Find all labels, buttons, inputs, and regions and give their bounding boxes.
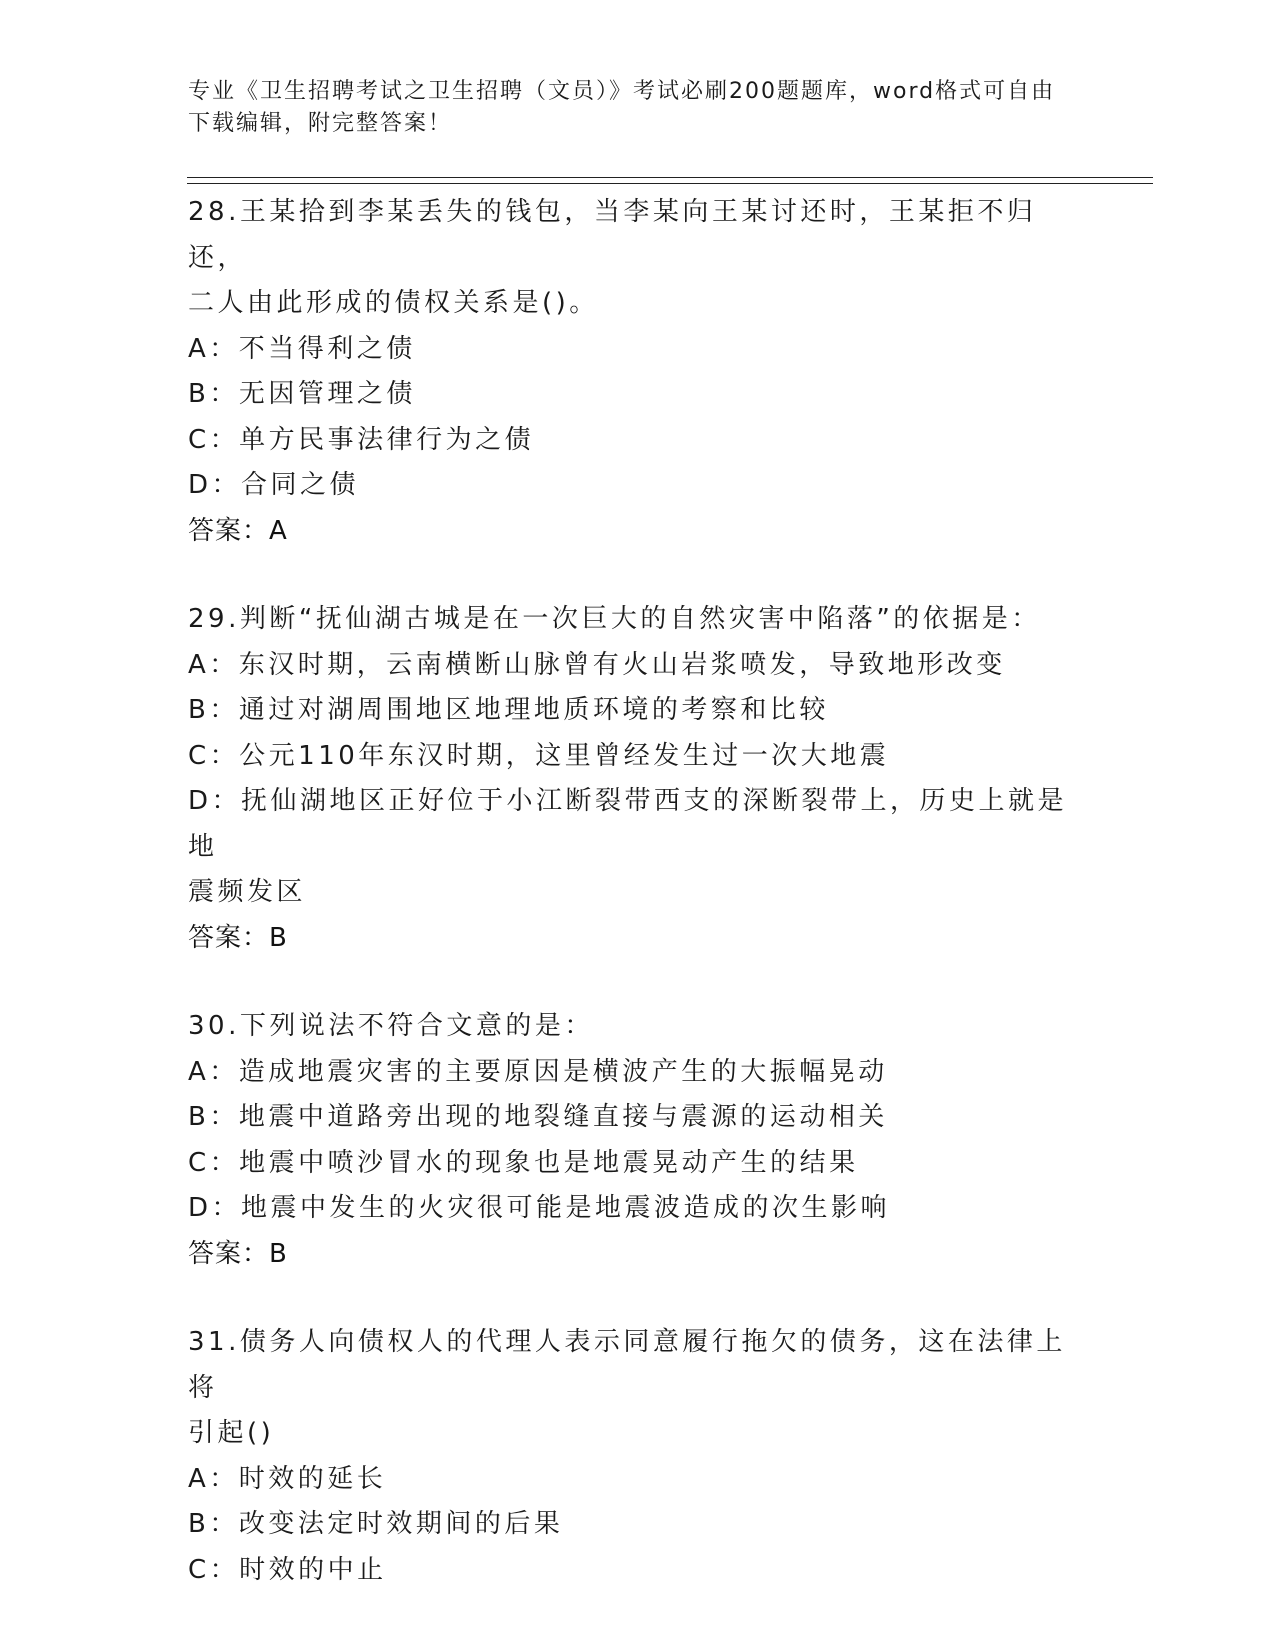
question-30 xyxy=(188,1004,1088,1277)
option-d: D：合同之债 xyxy=(188,470,360,500)
option-d: D：地震中发生的火灾很可能是地震波造成的次生影响 xyxy=(188,1193,891,1223)
option-b: B：地震中道路旁出现的地裂缝直接与震源的运动相关 xyxy=(188,1102,888,1132)
option-c: C：地震中喷沙冒水的现象也是地震晃动产生的结果 xyxy=(188,1147,859,1178)
option-d: D：抚仙湖地区正好位于小江断裂带西支的深断裂带上，历史上就是地 xyxy=(188,786,1068,862)
option-a: A：时效的延长 xyxy=(188,1463,387,1494)
document-header: 专业《卫生招聘考试之卫生招聘（文员）》考试必刷200题题库，word格式可自由下载编辑，附完整答案！ xyxy=(188,79,1056,136)
option-c: C：公元110年东汉时期，这里曾经发生过一次大地震 xyxy=(188,740,890,771)
option-b: B：改变法定时效期间的后果 xyxy=(188,1509,564,1539)
answer: 答案：B xyxy=(188,1238,288,1269)
option-b: B：通过对湖周围地区地理地质环境的考察和比较 xyxy=(188,695,829,725)
question-31 xyxy=(188,1320,1088,1593)
question-stem: 28.王某拾到李某丢失的钱包，当李某向王某讨还时，王某拒不归还， xyxy=(188,197,1037,273)
option-d-continued: 震频发区 xyxy=(188,877,307,907)
header-rule-bottom xyxy=(187,183,1153,184)
option-a: A：不当得利之债 xyxy=(188,333,416,364)
question-list xyxy=(188,190,1088,1636)
question-stem: 31.债务人向债权人的代理人表示同意履行拖欠的债务，这在法律上将 xyxy=(188,1327,1066,1403)
question-29 xyxy=(188,597,1088,961)
option-c: C：时效的中止 xyxy=(188,1554,387,1585)
question-stem: 30.下列说法不符合文意的是： xyxy=(188,1011,594,1041)
header-rule-top xyxy=(187,177,1153,178)
option-b: B：无因管理之债 xyxy=(188,379,416,409)
option-a: A：东汉时期，云南横断山脉曾有火山岩浆喷发，导致地形改变 xyxy=(188,649,1006,680)
option-a: A：造成地震灾害的主要原因是横波产生的大振幅晃动 xyxy=(188,1056,888,1087)
option-c: C：单方民事法律行为之债 xyxy=(188,424,535,455)
question-28 xyxy=(188,190,1088,554)
question-stem: 引起() xyxy=(188,1418,275,1448)
answer: 答案：A xyxy=(188,515,288,546)
answer: 答案：B xyxy=(188,922,288,953)
question-stem: 29.判断“抚仙湖古城是在一次巨大的自然灾害中陷落”的依据是： xyxy=(188,604,1041,634)
question-stem: 二人由此形成的债权关系是()。 xyxy=(188,288,599,318)
